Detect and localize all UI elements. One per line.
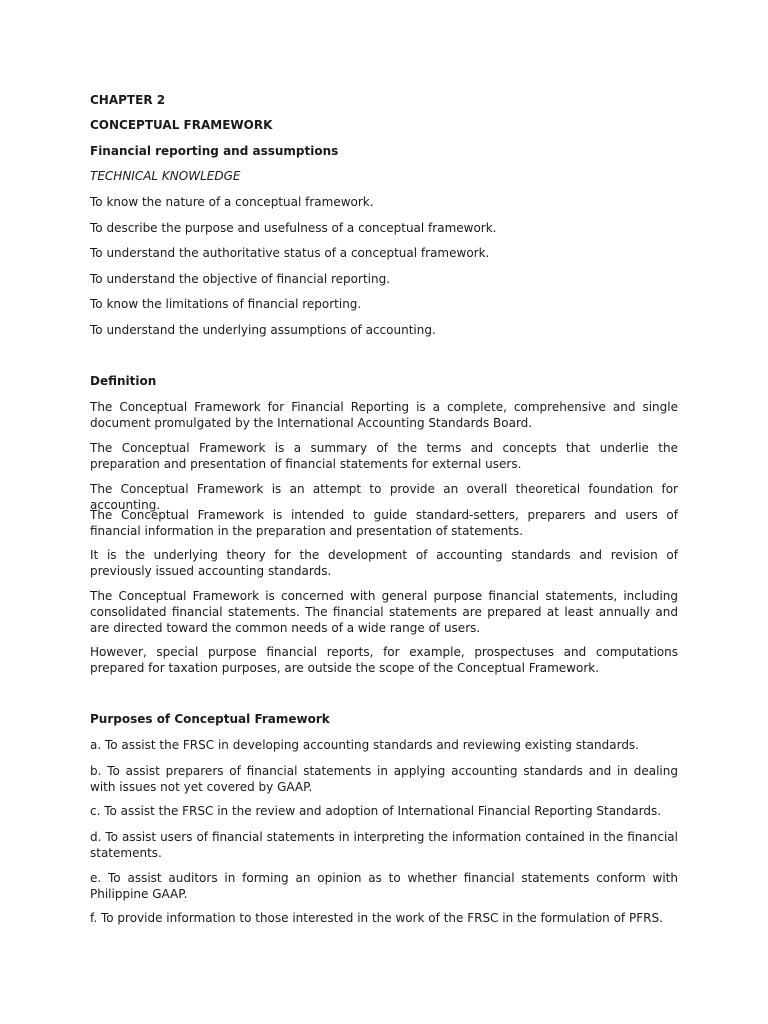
purpose-item: b. To assist preparers of financial statements in applying accounting standards and in dealing with issues not yet covered by GAAP. xyxy=(90,764,678,794)
purpose-item: a. To assist the FRSC in developing accounting standards and reviewing existing standards. xyxy=(90,738,639,752)
objective-item: To know the limitations of financial reporting. xyxy=(90,297,362,311)
chapter-subtitle: Financial reporting and assumptions xyxy=(90,144,339,158)
definition-paragraph: The Conceptual Framework is concerned with general purpose financial statements, including consolidated financial statements. The financial statements are prepared at least annually and are directed toward the common needs of a wide range of users. xyxy=(90,589,678,635)
purpose-item: d. To assist users of financial statements in interpreting the information contained in the financial statements. xyxy=(90,830,678,860)
objective-item: To understand the authoritative status of a conceptual framework. xyxy=(90,246,490,260)
purpose-item: c. To assist the FRSC in the review and adoption of International Financial Reporting Standards. xyxy=(90,804,662,818)
objective-item: To know the nature of a conceptual framework. xyxy=(90,195,374,209)
definition-paragraph: The Conceptual Framework is intended to guide standard-setters, preparers and users of financial information in the preparation and presentation of statements. xyxy=(90,508,678,538)
definition-paragraph: It is the underlying theory for the development of accounting standards and revision of previously issued accounting standards. xyxy=(90,548,678,578)
definition-paragraph: However, special purpose financial reports, for example, prospectuses and computations prepared for taxation purposes, are outside the scope of the Conceptual Framework. xyxy=(90,645,678,675)
definition-paragraph: The Conceptual Framework is a summary of the terms and concepts that underlie the preparation and presentation of financial statements for external users. xyxy=(90,441,678,471)
definition-paragraph: The Conceptual Framework for Financial Reporting is a complete, comprehensive and single document promulgated by the International Accounting Standards Board. xyxy=(90,400,678,430)
purpose-item: e. To assist auditors in forming an opinion as to whether financial statements conform with Philippine GAAP. xyxy=(90,871,678,901)
definition-paragraph: The Conceptual Framework is an attempt to provide an overall theoretical foundation for accounting. xyxy=(90,482,678,512)
purposes-heading: Purposes of Conceptual Framework xyxy=(90,712,330,726)
objective-item: To understand the underlying assumptions of accounting. xyxy=(90,323,436,337)
definition-heading: Definition xyxy=(90,374,157,388)
section-label: TECHNICAL KNOWLEDGE xyxy=(90,169,241,183)
purpose-item: f. To provide information to those interested in the work of the FRSC in the formulation of PFRS. xyxy=(90,911,663,925)
objective-item: To describe the purpose and usefulness of a conceptual framework. xyxy=(90,221,497,235)
chapter-label: CHAPTER 2 xyxy=(90,93,166,107)
objective-item: To understand the objective of financial reporting. xyxy=(90,272,391,286)
chapter-title: CONCEPTUAL FRAMEWORK xyxy=(90,118,273,132)
